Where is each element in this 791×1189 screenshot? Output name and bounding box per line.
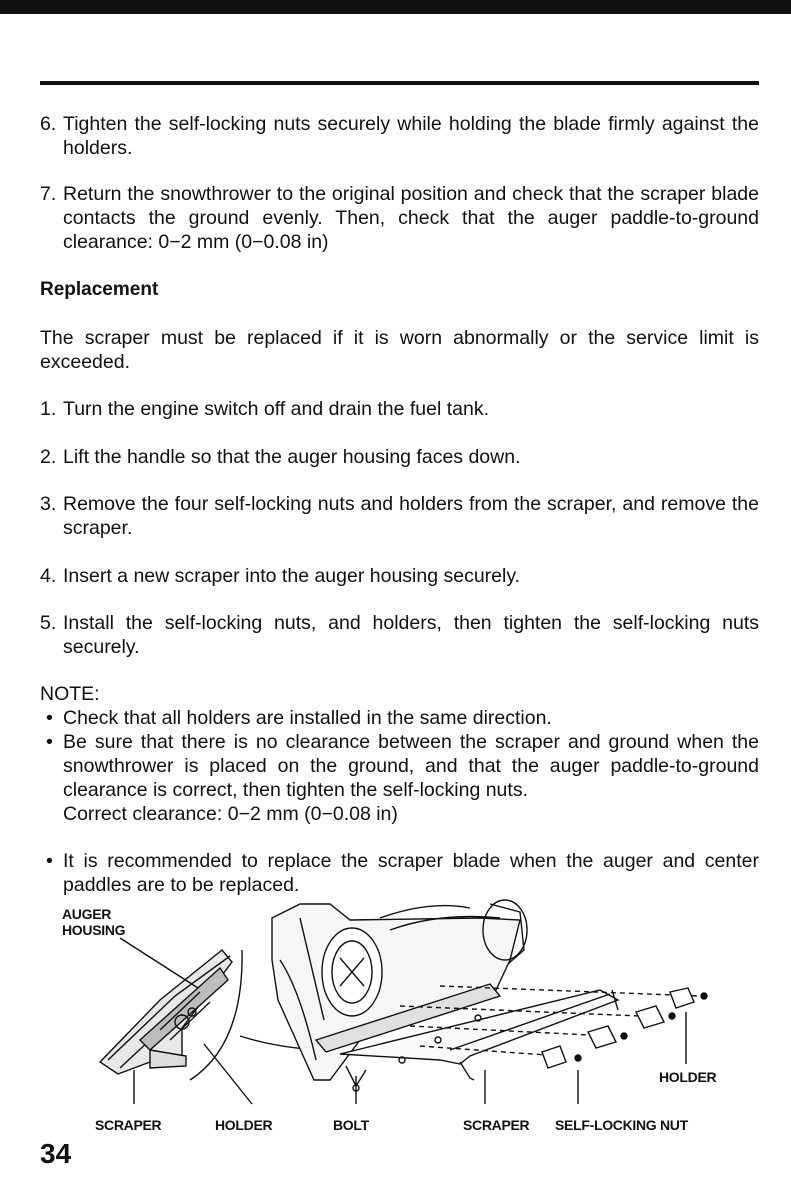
snowthrower-drawing — [272, 900, 707, 1091]
label-scraper-right: SCRAPER — [463, 1117, 530, 1133]
step-number: 2. — [40, 446, 57, 468]
note-text: Be sure that there is no clearance between the scraper and ground when the snowthrower is placed on the ground, and that the auger paddle-to-ground clearance is correct, then tighten the self-locking nuts. — [63, 731, 759, 801]
bullet: • — [46, 731, 53, 753]
leader-holder-left — [204, 1044, 252, 1104]
bullet: • — [46, 850, 53, 872]
step-number: 5. — [40, 612, 57, 634]
page-number: 34 — [40, 1138, 72, 1169]
intro-paragraph: The scraper must be replaced if it is worn abnormally or the service limit is exceeded. — [40, 327, 759, 373]
note-text: Check that all holders are installed in the same direction. — [63, 707, 552, 729]
step-number: 6. — [40, 113, 57, 135]
step-text: Install the self-locking nuts, and holders, then tighten the self-locking nuts securely. — [63, 612, 759, 658]
note-text: It is recommended to replace the scraper blade when the auger and center paddles are to be replaced. — [63, 850, 759, 896]
section-heading: Replacement — [40, 279, 159, 300]
cross-section-inset — [100, 950, 242, 1080]
step-number: 1. — [40, 398, 57, 420]
leader-auger-housing — [120, 938, 198, 988]
step-text: Insert a new scraper into the auger housing securely. — [63, 565, 521, 587]
step-number: 3. — [40, 493, 57, 515]
step-text: Tighten the self-locking nuts securely while holding the blade firmly against the holders. — [63, 113, 759, 159]
note-extra: Correct clearance: 0−2 mm (0−0.08 in) — [63, 803, 398, 825]
step-text: Lift the handle so that the auger housing faces down. — [63, 446, 521, 468]
label-scraper-left: SCRAPER — [95, 1117, 162, 1133]
bullet: • — [46, 707, 53, 729]
note-title: NOTE: — [40, 683, 100, 705]
label-self-locking-nut: SELF-LOCKING NUT — [555, 1117, 688, 1133]
label-bolt: BOLT — [333, 1117, 369, 1133]
label-holder-right: HOLDER — [659, 1069, 717, 1085]
step-number: 7. — [40, 183, 57, 205]
step-number: 4. — [40, 565, 57, 587]
label-holder-left: HOLDER — [215, 1117, 273, 1133]
step-text: Return the snowthrower to the original position and check that the scraper blade contacts the ground evenly. Then, check that the auger paddle-to-ground clearance: 0−2 mm (0−0.08 in) — [63, 183, 759, 253]
label-auger-housing: AUGER HOUSING — [62, 906, 126, 938]
step-text: Turn the engine switch off and drain the fuel tank. — [63, 398, 490, 420]
step-text: Remove the four self-locking nuts and holders from the scraper, and remove the scraper. — [63, 493, 759, 539]
